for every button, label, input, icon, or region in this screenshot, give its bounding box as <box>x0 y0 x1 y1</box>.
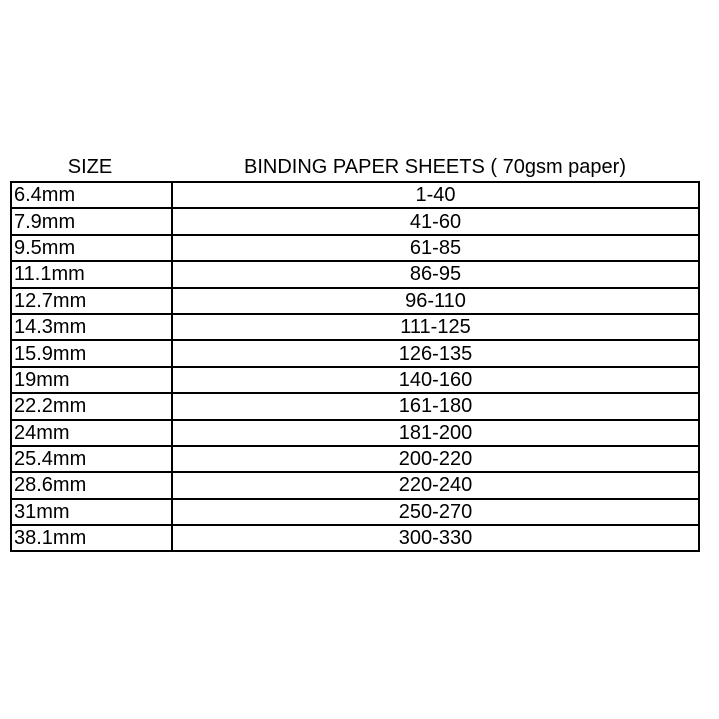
table-row <box>11 261 699 287</box>
table-row <box>11 446 699 472</box>
table-row <box>11 288 699 314</box>
table-rows <box>11 182 699 551</box>
size-cell: 9.5mm <box>11 235 172 261</box>
table-row <box>11 393 699 419</box>
size-cell: 7.9mm <box>11 208 172 234</box>
binding-size-table <box>10 152 700 552</box>
size-cell: 25.4mm <box>11 446 172 472</box>
sheets-cell: 200-220 <box>172 446 699 472</box>
sheets-cell: 61-85 <box>172 235 699 261</box>
table-row <box>11 525 699 551</box>
sheets-cell: 140-160 <box>172 367 699 393</box>
size-cell: 14.3mm <box>11 314 172 340</box>
table-row <box>11 420 699 446</box>
sheets-cell: 126-135 <box>172 340 699 366</box>
table-row <box>11 235 699 261</box>
sheets-cell: 220-240 <box>172 472 699 498</box>
size-cell: 24mm <box>11 420 172 446</box>
size-cell: 12.7mm <box>11 288 172 314</box>
size-cell: 15.9mm <box>11 340 172 366</box>
size-cell: 19mm <box>11 367 172 393</box>
sheets-cell: 1-40 <box>172 182 699 208</box>
table-row <box>11 340 699 366</box>
table-row <box>11 314 699 340</box>
table-row <box>11 208 699 234</box>
size-cell: 22.2mm <box>11 393 172 419</box>
size-cell: 28.6mm <box>11 472 172 498</box>
sheets-cell: 181-200 <box>172 420 699 446</box>
table-row <box>11 182 699 208</box>
sheets-cell: 161-180 <box>172 393 699 419</box>
table-header <box>10 152 700 181</box>
size-cell: 31mm <box>11 499 172 525</box>
sheets-cell: 86-95 <box>172 261 699 287</box>
table-row <box>11 367 699 393</box>
header-binding-paper-sheets: BINDING PAPER SHEETS ( 70gsm paper) <box>244 156 626 178</box>
table-body <box>10 181 700 552</box>
sheets-cell: 111-125 <box>172 314 699 340</box>
header-size: SIZE <box>67 156 113 178</box>
sheets-cell: 96-110 <box>172 288 699 314</box>
sheets-cell: 41-60 <box>172 208 699 234</box>
table-row <box>11 472 699 498</box>
sheets-cell: 250-270 <box>172 499 699 525</box>
sheets-cell: 300-330 <box>172 525 699 551</box>
size-cell: 38.1mm <box>11 525 172 551</box>
table-row <box>11 499 699 525</box>
size-cell: 11.1mm <box>11 261 172 287</box>
size-cell: 6.4mm <box>11 182 172 208</box>
